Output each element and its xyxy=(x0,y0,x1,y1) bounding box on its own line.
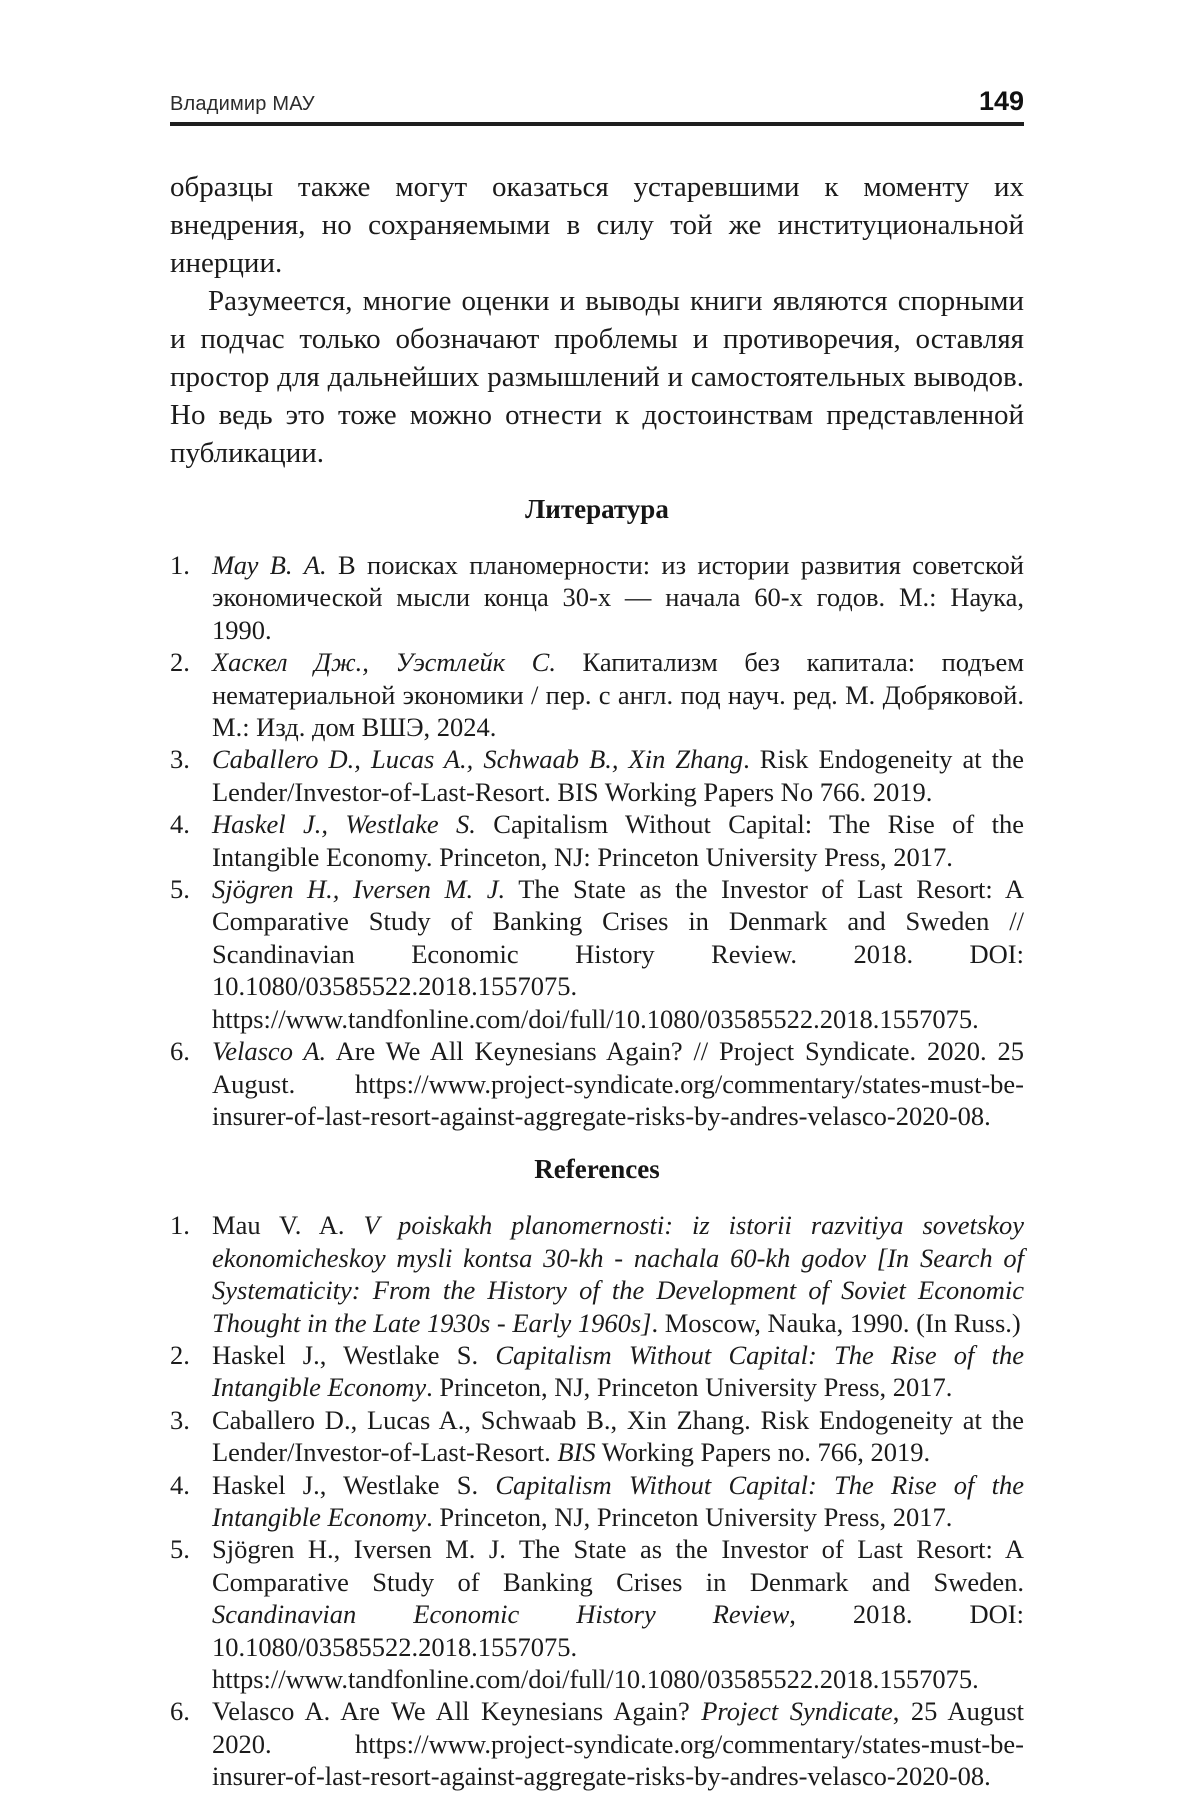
running-head xyxy=(170,0,1024,126)
reference-item xyxy=(170,808,1024,873)
reference-list-russian xyxy=(170,549,1024,1132)
reference-item xyxy=(170,1404,1024,1469)
reference-item-text: Velasco A. Are We All Keynesians Again? // Project Syndicate. 2020. 25 August. https://www.project-syndicate.org/commentary/states-must-be-insurer-of-last-resort-against-aggregate-risks-by-andres-velasco-2020-08. xyxy=(212,1036,1024,1131)
reference-item-number: 5. xyxy=(170,874,190,905)
page-content xyxy=(170,0,1024,1793)
reference-item xyxy=(170,1209,1024,1339)
reference-item-text: Мау В. А. В поисках планомерности: из истории развития советской экономической мысли конца 30-х — начала 60-х годов. М.: Наука, 1990. xyxy=(212,550,1024,645)
reference-item xyxy=(170,1035,1024,1132)
reference-item-text: Velasco A. Are We All Keynesians Again? Project Syndicate, 25 August 2020. https://www.project-syndicate.org/commentary/states-must-be-insurer-of-last-resort-against-aggregate-risks-by-andres-velasco-2020-08. xyxy=(212,1696,1024,1792)
reference-item xyxy=(170,1695,1024,1792)
article-body xyxy=(170,168,1024,1793)
reference-item-number: 1. xyxy=(170,1210,190,1241)
reference-item xyxy=(170,1469,1024,1534)
reference-item-text: Haskel J., Westlake S. Capitalism Without Capital: The Rise of the Intangible Economy. Princeton, NJ, Princeton University Press, 2017. xyxy=(212,1469,1024,1532)
reference-item-number: 4. xyxy=(170,1469,190,1500)
reference-item-text: Haskel J., Westlake S. Capitalism Without Capital: The Rise of the Intangible Economy. Princeton, NJ, Princeton University Press, 2017. xyxy=(212,1339,1024,1403)
reference-item-number: 3. xyxy=(170,1404,190,1435)
reference-item-number: 2. xyxy=(170,647,190,678)
reference-item xyxy=(170,743,1024,808)
reference-item-number: 6. xyxy=(170,1696,190,1727)
reference-item xyxy=(170,1533,1024,1695)
reference-item-text: Хаскел Дж., Уэстлейк С. Капитализм без капитала: подъем нематериальной экономики / пер. с англ. под науч. ред. М. Добряковой. М.: Изд. дом ВШЭ, 2024. xyxy=(212,647,1025,743)
reference-item-number: 1. xyxy=(170,550,190,580)
reference-item-text: Sjögren H., Iversen M. J. The State as the Investor of Last Resort: A Comparative Study of Banking Crises in Denmark and Sweden // Scandinavian Economic History Review. 2018. DOI: 10.1080/03585522.2018.1557075. https://www.tandfonline.com/doi/full/10.1080/03585522.2018.1557075. xyxy=(212,874,1024,1034)
section-heading-references: References xyxy=(534,1154,660,1185)
section-heading-literatura: Литература xyxy=(525,494,669,524)
reference-item-number: 3. xyxy=(170,744,190,775)
running-head-author: Владимир МАУ xyxy=(170,93,315,115)
reference-item-number: 2. xyxy=(170,1339,190,1370)
reference-item-number: 5. xyxy=(170,1534,190,1565)
reference-item xyxy=(170,873,1024,1035)
reference-item xyxy=(170,646,1024,743)
body-paragraph: Разумеется, многие оценки и выводы книги являются спорными и подчас только обозначают проблемы и противоречия, оставляя простор для дальнейших размышлений и самостоятельных выводов. Но ведь это тоже можно отнести к достоинствам представленной публикации. xyxy=(170,285,1024,469)
reference-item-text: Sjögren H., Iversen M. J. The State as the Investor of Last Resort: A Comparative Study of Banking Crises in Denmark and Sweden. Scandinavian Economic History Review, 2018. DOI: 10.1080/03585522.2018.1557075. https://www.tandfonline.com/doi/full/10.1080/03585522.2018.1557075. xyxy=(212,1534,1024,1694)
body-paragraph: образцы также могут оказаться устаревшими к моменту их внедрения, но сохраняемыми в силу той же институциональной инерции. xyxy=(170,171,1024,279)
reference-item-text: Haskel J., Westlake S. Capitalism Without Capital: The Rise of the Intangible Economy. Princeton, NJ: Princeton University Press, 2017. xyxy=(212,809,1024,872)
reference-item-text: Caballero D., Lucas A., Schwaab B., Xin Zhang. Risk Endogeneity at the Lender/Investor-of-Last-Resort. BIS Working Papers No 766. 2019. xyxy=(212,744,1024,807)
reference-item-number: 4. xyxy=(170,809,190,840)
reference-item-text: Mau V. A. V poiskakh planomernosti: iz istorii razvitiya sovetskoy ekonomicheskoy mysli kontsa 30-kh - nachala 60-kh godov [In Search of Systematicity: From the History of the Development of Soviet Economic Thought in the Late 1930s - Early 1960s]. Moscow, Nauka, 1990. (In Russ.) xyxy=(212,1210,1024,1338)
reference-list-english xyxy=(170,1209,1024,1792)
reference-item xyxy=(170,1339,1024,1404)
reference-item-number: 6. xyxy=(170,1036,190,1067)
reference-item-text: Caballero D., Lucas A., Schwaab B., Xin Zhang. Risk Endogeneity at the Lender/Investor-of-Last-Resort. BIS Working Papers no. 766, 2019. xyxy=(212,1404,1024,1468)
reference-item xyxy=(170,549,1024,646)
page-number: 149 xyxy=(978,86,1024,116)
